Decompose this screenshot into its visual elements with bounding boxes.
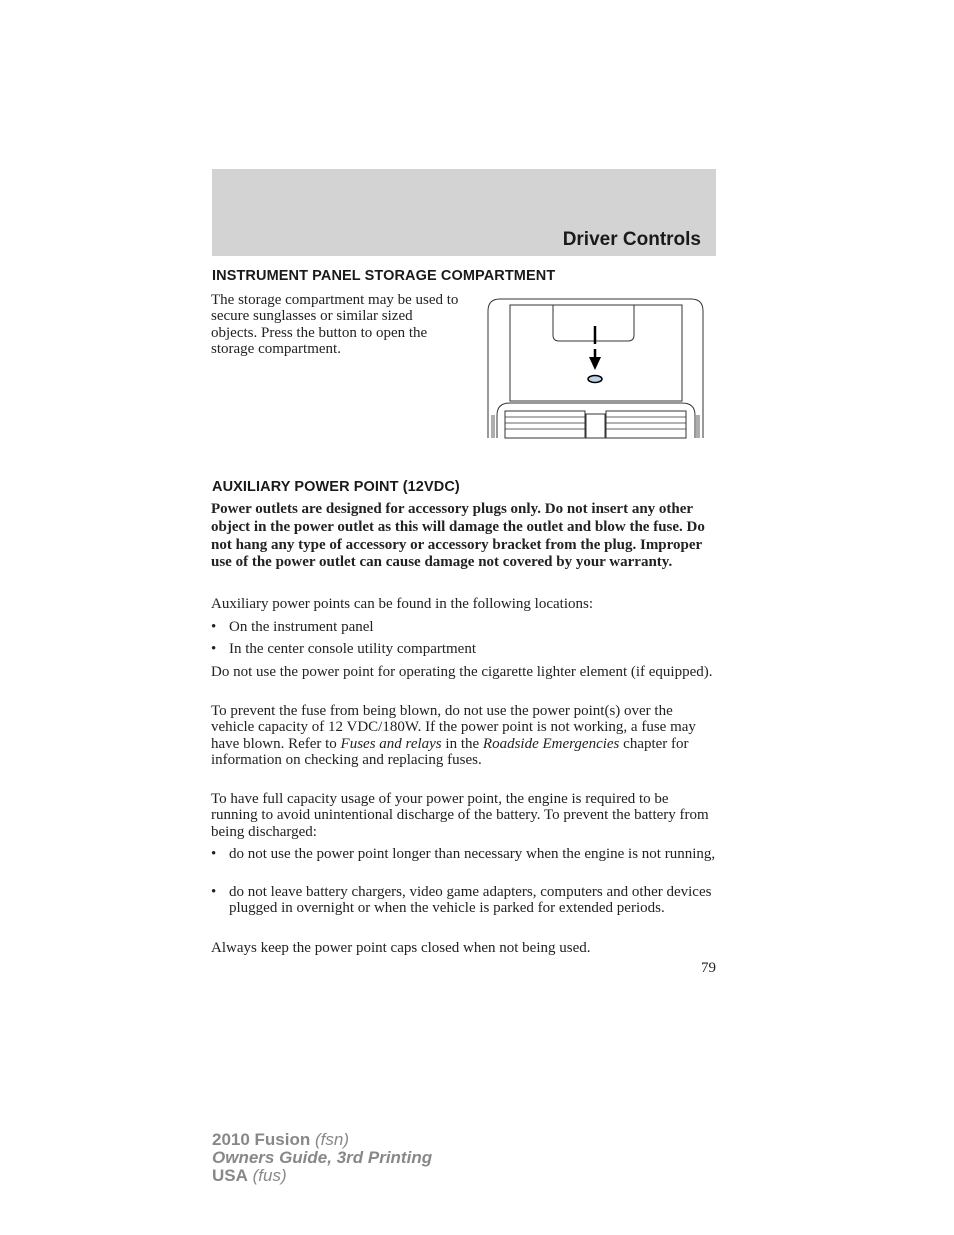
- bullet-icon: •: [211, 619, 217, 635]
- page-number: 79: [701, 960, 716, 976]
- bullet-icon: •: [211, 641, 217, 657]
- fuses-relays-reference: Fuses and relays: [340, 735, 442, 752]
- chapter-header: [212, 169, 716, 256]
- list-item: • In the center console utility compartment: [211, 641, 477, 657]
- bullet-icon: •: [211, 884, 217, 900]
- closing-note: Always keep the power point caps closed when not being used.: [211, 940, 591, 956]
- release-button-icon: [588, 376, 602, 383]
- section-heading-power-point: AUXILIARY POWER POINT (12VDC): [212, 479, 460, 495]
- locations-intro: Auxiliary power points can be found in the following locations:: [211, 596, 594, 612]
- document-footer: 2010 Fusion (fsn) Owners Guide, 3rd Printing USA (fus): [212, 1130, 433, 1185]
- press-down-arrow-icon: [589, 326, 601, 370]
- list-item: • do not use the power point longer than necessary when the engine is not running,: [211, 846, 716, 862]
- list-item: • do not leave battery chargers, video game adapters, computers and other devices plugged in overnight or when the vehicle is parked for extended periods.: [211, 884, 712, 917]
- fuse-paragraph: To prevent the fuse from being blown, do not use the power point(s) over the vehicle capacity of 12 VDC/180W. If the power point is not working, a fuse may have blown. Refer to Fuses and relays in the Roadside Emergencies chapter for information on checking and replacing fuses.: [211, 703, 696, 768]
- section-heading-storage: INSTRUMENT PANEL STORAGE COMPARTMENT: [212, 268, 556, 284]
- roadside-emergencies-reference: Roadside Emergencies: [482, 735, 620, 752]
- storage-compartment-illustration: [486, 297, 705, 439]
- chapter-title: Driver Controls: [562, 229, 701, 250]
- cigarette-lighter-note: Do not use the power point for operating the cigarette lighter element (if equipped).: [211, 664, 713, 680]
- bullet-icon: •: [211, 846, 217, 862]
- power-outlet-warning: Power outlets are designed for accessory plugs only. Do not insert any other object in the power outlet as this will damage the outlet and blow the fuse. Do not hang any type of accessory or accessory bracket from the plug. Improper use of the power outlet can cause damage not covered by your warranty.: [211, 501, 705, 571]
- capacity-paragraph: To have full capacity usage of your power point, the engine is required to be running to avoid unintentional discharge of the battery. To prevent the battery from being discharged:: [211, 791, 709, 840]
- list-item: • On the instrument panel: [211, 619, 374, 635]
- storage-description: The storage compartment may be used to secure sunglasses or similar sized objects. Press the button to open the storage compartment.: [211, 292, 459, 357]
